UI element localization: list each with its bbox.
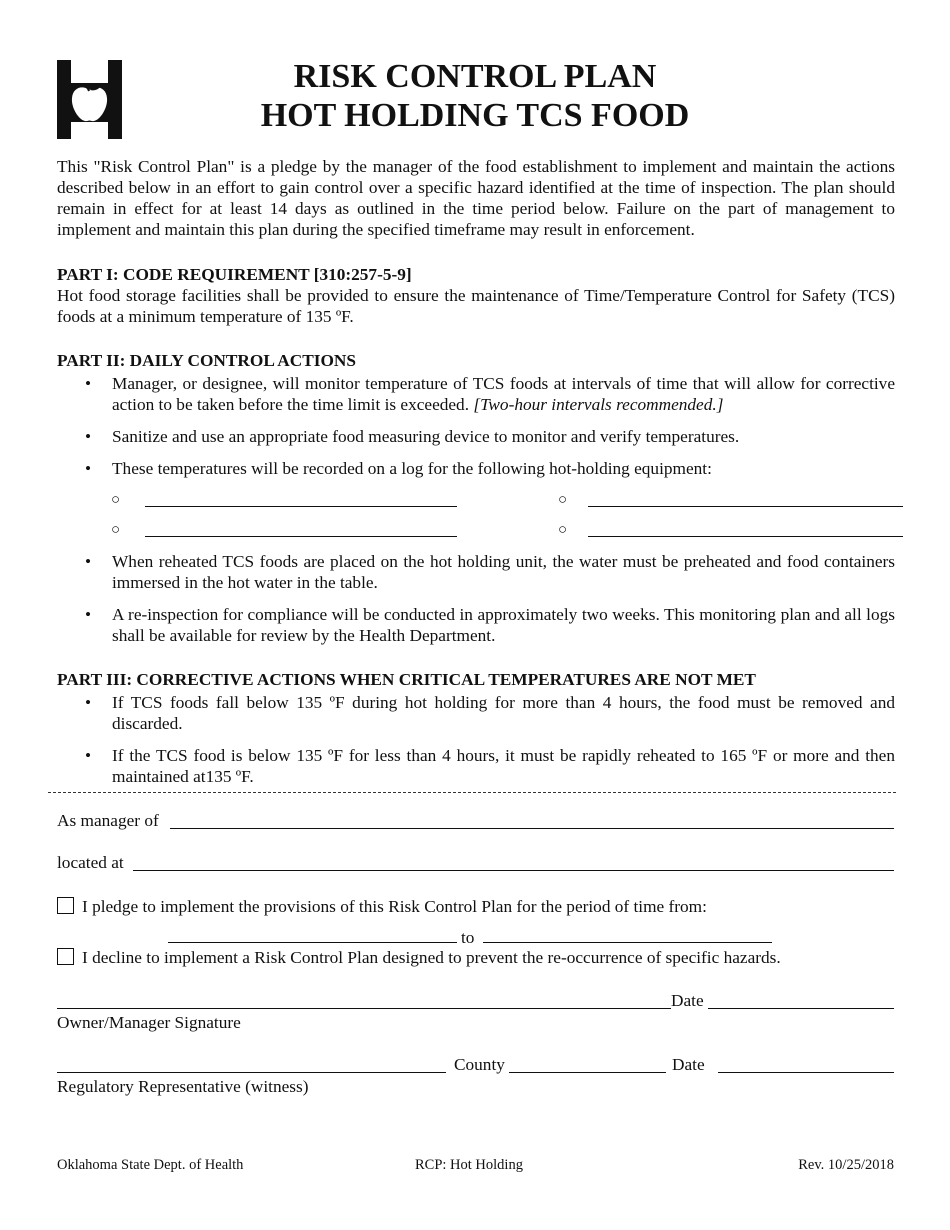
bullet-icon: •	[85, 552, 92, 571]
pledge-label: I pledge to implement the provisions of this Risk Control Plan for the period of time from:	[82, 897, 707, 916]
part2-bullet1-note: [Two-hour intervals recommended.]	[473, 395, 724, 414]
start-date-field[interactable]	[168, 925, 457, 943]
health-dept-logo	[57, 60, 122, 139]
part2-bullet4-text: When reheated TCS foods are placed on the hot holding unit, the water must be preheated and food containers immersed in the hot water in the table.	[112, 552, 895, 592]
owner-date-label: Date	[671, 991, 704, 1010]
part2-bullet3-text: These temperatures will be recorded on a log for the following hot-holding equipment:	[112, 459, 712, 478]
equipment-field-1[interactable]	[145, 490, 457, 507]
part3-bullet-reheat	[85, 745, 895, 787]
document-title-line1: RISK CONTROL PLAN	[293, 58, 657, 95]
owner-signature-label: Owner/Manager Signature	[57, 1013, 241, 1032]
end-date-field[interactable]	[483, 925, 772, 943]
section-divider	[48, 792, 896, 793]
footer-agency: Oklahoma State Dept. of Health	[57, 1157, 244, 1173]
part3-bullet2-text: If the TCS food is below 135 ºF for less than 4 hours, it must be rapidly reheated to 165 ºF or more and then maintained at135 ºF.	[112, 746, 895, 786]
part3-heading: PART III: CORRECTIVE ACTIONS WHEN CRITICAL TEMPERATURES ARE NOT MET	[57, 670, 756, 689]
sub-bullet-icon: ○	[111, 492, 121, 508]
bullet-icon: •	[85, 746, 92, 765]
decline-label: I decline to implement a Risk Control Plan designed to prevent the re-occurrence of specific hazards.	[82, 948, 781, 967]
owner-signature-field[interactable]	[57, 991, 671, 1009]
sub-bullet-icon: ○	[558, 522, 568, 538]
regulatory-representative-label: Regulatory Representative (witness)	[57, 1077, 309, 1096]
equipment-field-2[interactable]	[588, 490, 903, 507]
part3-bullet1-text: If TCS foods fall below 135 ºF during hot holding for more than 4 hours, the food must be removed and discarded.	[112, 693, 895, 733]
h-apple-logo-icon	[57, 60, 122, 139]
footer-form-name: RCP: Hot Holding	[415, 1157, 523, 1173]
part2-bullet-reinspection	[85, 604, 895, 646]
to-label: to	[461, 928, 475, 947]
decline-checkbox[interactable]	[57, 948, 74, 965]
manager-of-label: As manager of	[57, 811, 159, 830]
part2-bullet-sanitize	[85, 426, 895, 447]
regulatory-date-field[interactable]	[718, 1055, 894, 1073]
equipment-field-4[interactable]	[588, 520, 903, 537]
bullet-icon: •	[85, 374, 92, 393]
located-at-label: located at	[57, 853, 124, 872]
part3-bullet-discard	[85, 692, 895, 734]
sub-bullet-icon: ○	[558, 492, 568, 508]
part2-bullet-monitor	[85, 373, 895, 415]
regulatory-signature-field[interactable]	[57, 1055, 446, 1073]
part1-heading: PART I: CODE REQUIREMENT [310:257-5-9]	[57, 265, 412, 284]
bullet-icon: •	[85, 459, 92, 478]
county-label: County	[454, 1055, 505, 1074]
part2-heading: PART II: DAILY CONTROL ACTIONS	[57, 351, 357, 370]
part2-bullet2-text: Sanitize and use an appropriate food measuring device to monitor and verify temperatures.	[112, 427, 740, 446]
part1-text: Hot food storage facilities shall be provided to ensure the maintenance of Time/Temperature Control for Safety (TCS) foods at a minimum temperature of 135 ºF.	[57, 286, 895, 326]
part2-bullet-log	[85, 458, 895, 479]
sub-bullet-icon: ○	[111, 522, 121, 538]
intro-paragraph: This "Risk Control Plan" is a pledge by the manager of the food establishment to implement and maintain the actions described below in an effort to gain control over a specific hazard identified at the time of inspection. The plan should remain in effect for at least 14 days as outlined in the time period below. Failure on the part of management to implement and maintain this plan during the specified timeframe may result in enforcement.	[57, 157, 895, 239]
part2-bullet1-text: Manager, or designee, will monitor temperature of TCS foods at intervals of time that will allow for corrective action to be taken before the time limit is exceeded.	[112, 374, 895, 414]
bullet-icon: •	[85, 605, 92, 624]
footer-revision: Rev. 10/25/2018	[798, 1157, 894, 1173]
part2-bullet-reheat	[85, 551, 895, 593]
part2-bullet5-text: A re-inspection for compliance will be conducted in approximately two weeks. This monitoring plan and all logs shall be available for review by the Health Department.	[112, 605, 895, 645]
county-field[interactable]	[509, 1055, 666, 1073]
pledge-checkbox[interactable]	[57, 897, 74, 914]
establishment-name-field[interactable]	[170, 811, 894, 829]
owner-date-field[interactable]	[708, 991, 894, 1009]
equipment-field-3[interactable]	[145, 520, 457, 537]
bullet-icon: •	[85, 427, 92, 446]
location-address-field[interactable]	[133, 853, 894, 871]
document-title-line2: HOT HOLDING TCS FOOD	[260, 97, 690, 134]
bullet-icon: •	[85, 693, 92, 712]
regulatory-date-label: Date	[672, 1055, 705, 1074]
